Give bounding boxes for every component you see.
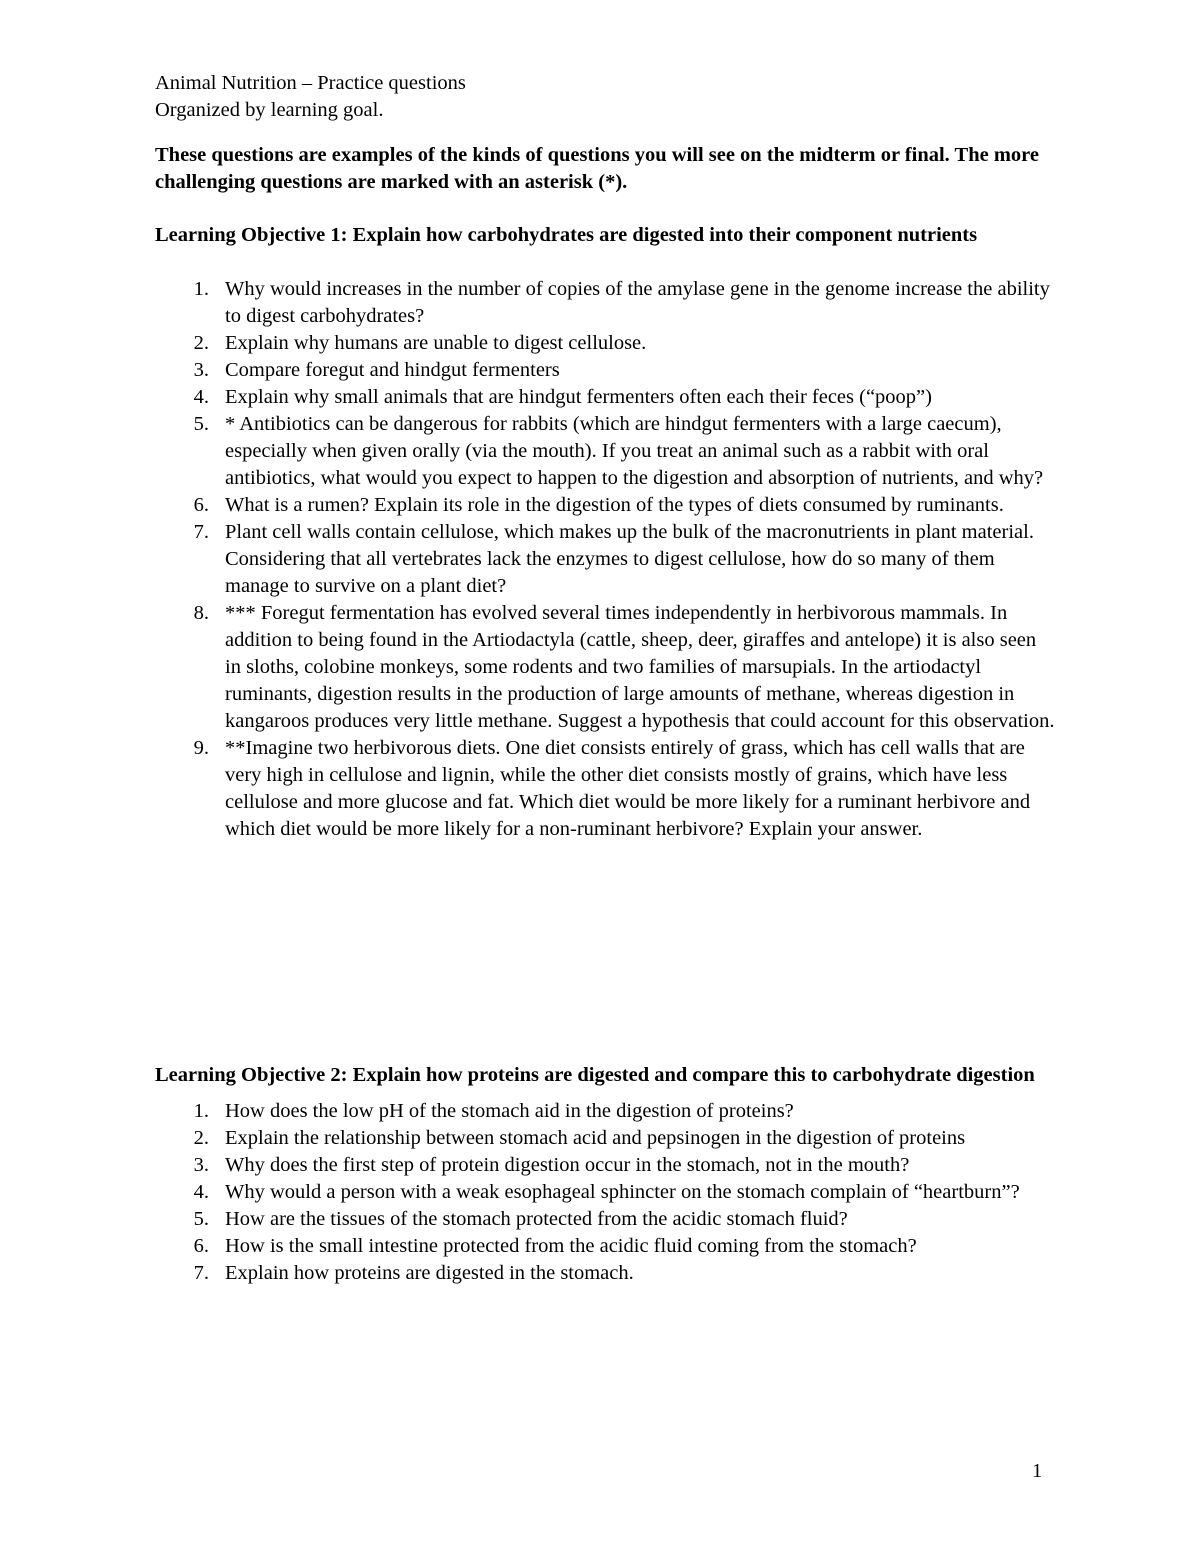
question-text: Why would a person with a weak esophageal sphincter on the stomach complain of “heartburn”?: [225, 1181, 1020, 1203]
objective-1-question-list: [155, 276, 1055, 843]
question-number: 9.: [193, 737, 209, 759]
question-number: 1.: [193, 1100, 209, 1122]
question-text: Explain how proteins are digested in the stomach.: [225, 1262, 634, 1284]
question-text: * Antibiotics can be dangerous for rabbits (which are hindgut fermenters with a large caecum), especially when given orally (via the mouth). If you treat an animal such as a rabbit with oral antibiotics, what would you expect to happen to the digestion and absorption of nutrients, and why?: [225, 413, 1044, 489]
question-item: [155, 1260, 1055, 1287]
question-number: 2.: [193, 1127, 209, 1149]
intro-paragraph: These questions are examples of the kinds of questions you will see on the midterm or final. The more challenging questions are marked with an asterisk (*).: [155, 144, 1039, 193]
question-text: How are the tissues of the stomach protected from the acidic stomach fluid?: [225, 1208, 848, 1230]
question-text: Compare foregut and hindgut fermenters: [225, 359, 560, 381]
question-number: 3.: [193, 359, 209, 381]
question-number: 2.: [193, 332, 209, 354]
question-item: [155, 276, 1055, 330]
question-text: Explain why humans are unable to digest cellulose.: [225, 332, 647, 354]
question-number: 7.: [193, 521, 209, 543]
question-text: How does the low pH of the stomach aid in the digestion of proteins?: [225, 1100, 794, 1122]
question-text: *** Foregut fermentation has evolved several times independently in herbivorous mammals. In addition to being found in the Artiodactyla (cattle, sheep, deer, giraffes and antelope) it is also seen in sloths, colobine monkeys, some rodents and two families of marsupials. In the artiodactyl ruminants, digestion results in the production of large amounts of methane, whereas digestion in kangaroos produces very little methane. Suggest a hypothesis that could account for this observation.: [225, 602, 1055, 732]
objective-2-question-list: [155, 1098, 1055, 1287]
question-number: 8.: [193, 602, 209, 624]
question-text: **Imagine two herbivorous diets. One diet consists entirely of grass, which has cell walls that are very high in cellulose and lignin, while the other diet consists mostly of grains, which have less cellulose and more glucose and fat. Which diet would be more likely for a ruminant herbivore and which diet would be more likely for a non-ruminant herbivore? Explain your answer.: [225, 737, 1031, 840]
question-item: [155, 492, 1055, 519]
question-item: [155, 1152, 1055, 1179]
question-item: [155, 600, 1055, 735]
question-item: [155, 1179, 1055, 1206]
document-subtitle: Organized by learning goal.: [155, 99, 384, 121]
question-number: 6.: [193, 494, 209, 516]
question-number: 5.: [193, 1208, 209, 1230]
question-item: [155, 384, 1055, 411]
objective-2-section: [155, 1062, 1055, 1287]
document-title: Animal Nutrition – Practice questions: [155, 72, 466, 94]
question-item: [155, 357, 1055, 384]
objective-1-heading: Learning Objective 1: Explain how carbohydrates are digested into their component nutrients: [155, 224, 978, 246]
objective-2-heading: Learning Objective 2: Explain how proteins are digested and compare this to carbohydrate digestion: [155, 1064, 1035, 1086]
question-number: 7.: [193, 1262, 209, 1284]
question-text: Why would increases in the number of copies of the amylase gene in the genome increase the ability to digest carbohydrates?: [225, 278, 1050, 327]
question-number: 3.: [193, 1154, 209, 1176]
question-item: [155, 1233, 1055, 1260]
document-page: [155, 70, 1055, 1284]
page-number: 1: [1032, 1460, 1043, 1482]
question-number: 1.: [193, 278, 209, 300]
question-item: [155, 519, 1055, 600]
question-text: Why does the first step of protein digestion occur in the stomach, not in the mouth?: [225, 1154, 910, 1176]
question-item: [155, 735, 1055, 843]
question-number: 4.: [193, 386, 209, 408]
question-item: [155, 411, 1055, 492]
objective-1-section: [155, 222, 1055, 843]
question-number: 4.: [193, 1181, 209, 1203]
question-number: 6.: [193, 1235, 209, 1257]
question-item: [155, 1206, 1055, 1233]
question-text: How is the small intestine protected from the acidic fluid coming from the stomach?: [225, 1235, 917, 1257]
question-item: [155, 1098, 1055, 1125]
question-text: Explain the relationship between stomach acid and pepsinogen in the digestion of proteins: [225, 1127, 966, 1149]
question-item: [155, 330, 1055, 357]
question-text: Plant cell walls contain cellulose, which makes up the bulk of the macronutrients in plant material. Considering that all vertebrates lack the enzymes to digest cellulose, how do so many of them manage to survive on a plant diet?: [225, 521, 1034, 597]
question-item: [155, 1125, 1055, 1152]
question-text: What is a rumen? Explain its role in the digestion of the types of diets consumed by ruminants.: [225, 494, 1004, 516]
question-number: 5.: [193, 413, 209, 435]
question-text: Explain why small animals that are hindgut fermenters often each their feces (“poop”): [225, 386, 932, 408]
